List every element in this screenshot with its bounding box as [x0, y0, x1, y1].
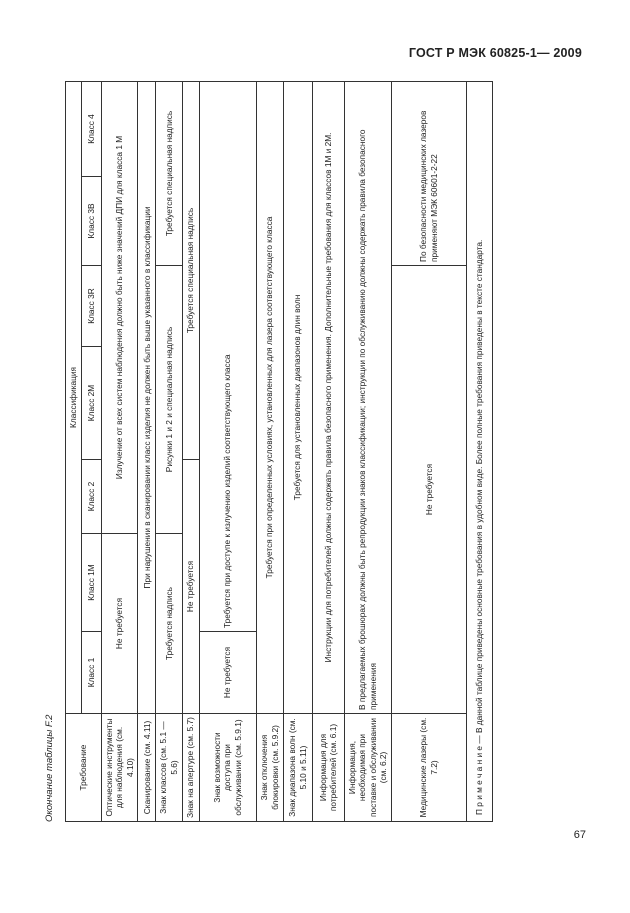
table-row — [467, 81, 493, 821]
requirement-cell: Знак классов (см. 5.1 — 5.6) — [156, 714, 182, 822]
requirement-cell: Знак на апертуре (см. 5.7) — [182, 714, 199, 822]
value-cell: По безопасности медицинских лазеров применяют МЭК 60601-2-22 — [392, 81, 467, 265]
requirement-cell: Сканирование (см. 4.11) — [138, 714, 156, 822]
value-cell: Инструкции для потребителей должны содержать правила безопасного применения. Дополнительные требования для классов 1М и 2М. — [312, 81, 344, 713]
value-cell: В предлагаемых брошюрах должны быть репродукции знаков классификации; инструкции по обслуживанию должны содержать правила безопасного применения — [344, 81, 391, 713]
requirement-cell: Знак возможности доступа при обслуживании (см. 5.9.1) — [199, 714, 256, 822]
value-cell: Требуется специальная надпись — [182, 81, 199, 459]
table-row — [283, 81, 312, 821]
requirement-cell: Оптические инструменты для наблюдения (см. 4.10) — [101, 714, 138, 822]
requirement-cell: Информация, необходимая при поставке и обслуживании (см. 6.2) — [344, 714, 391, 822]
class-header: Класс 3В — [81, 177, 101, 266]
value-cell: Не требуется — [182, 460, 199, 714]
class-header: Класс 2М — [81, 347, 101, 460]
class-header: Класс 2 — [81, 460, 101, 534]
table-row — [199, 81, 256, 821]
table-row — [138, 81, 156, 821]
table-row — [156, 81, 182, 821]
value-cell: Требуется надпись — [156, 534, 182, 714]
value-cell: Требуется при определенных условиях, установленных для лазера соответствующего класса — [256, 81, 283, 713]
requirement-cell: Знак отключения блокировки (см. 5.9.2) — [256, 714, 283, 822]
value-cell: Не требуется — [101, 534, 138, 714]
class-header: Класс 3R — [81, 266, 101, 347]
value-cell: Не требуется — [392, 266, 467, 714]
table-note: П р и м е ч а н и е — В данной таблице приведены основные требования в удобном виде. Более полные требования приведены в тексте стандарта. — [467, 81, 493, 821]
requirements-table — [65, 81, 493, 822]
class-header: Класс 4 — [81, 81, 101, 176]
classification-header: Классификация — [66, 81, 82, 713]
value-cell: Требуется специальная надпись — [156, 81, 182, 265]
table-row — [344, 81, 391, 821]
value-cell: Не требуется — [199, 632, 256, 714]
table-row — [101, 81, 138, 821]
requirement-cell: Знак диапазона волн (см. 5.10 и 5.11) — [283, 714, 312, 822]
table-row — [392, 81, 467, 821]
value-cell: При нарушении в сканировании класс изделия не должен быть выше указанного в классификации — [138, 81, 156, 713]
requirement-cell: Информация для потребителей (см. 6.1) — [312, 714, 344, 822]
requirement-cell: Медицинские лазеры (см. 7.2) — [392, 714, 467, 822]
class-header: Класс 1М — [81, 534, 101, 632]
table-row — [312, 81, 344, 821]
table-row — [182, 81, 199, 821]
rotated-page-content — [40, 82, 485, 822]
value-cell: Требуется для установленных диапазонов длин волн — [283, 81, 312, 713]
table-caption: Окончание таблицы F.2 — [44, 714, 55, 822]
value-cell: Излучение от всех систем наблюдения должно быть ниже значений ДПИ для класса 1 М — [101, 81, 138, 533]
table-row — [256, 81, 283, 821]
requirement-header: Требование — [66, 714, 102, 822]
value-cell: Требуется при доступе к излучению изделий соответствующего класса — [199, 81, 256, 631]
document-header: ГОСТ Р МЭК 60825-1— 2009 — [408, 46, 582, 60]
class-header: Класс 1 — [81, 632, 101, 714]
value-cell: Рисунки 1 и 2 и специальная надпись — [156, 266, 182, 534]
page-number: 67 — [573, 829, 586, 841]
